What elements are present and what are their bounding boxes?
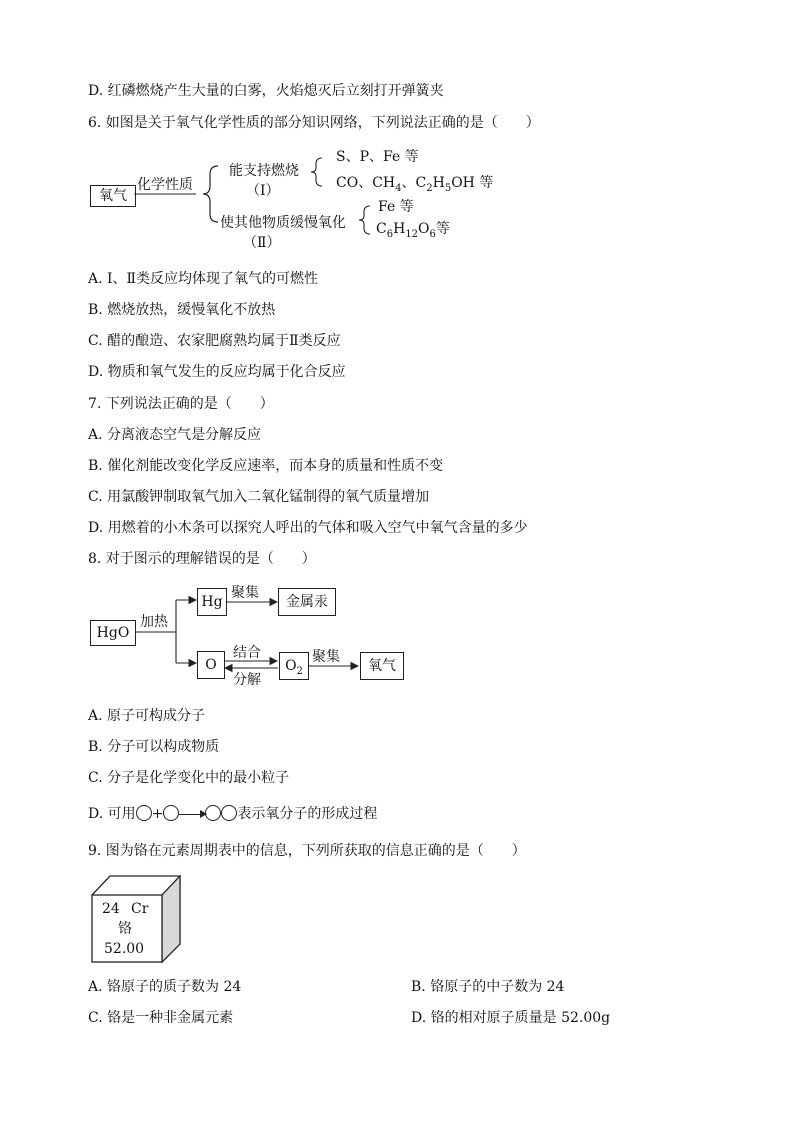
atomic-mass: 52.00 <box>104 941 145 957</box>
q6-option-a: A. Ⅰ、Ⅱ类反应均体现了氧气的可燃性 <box>88 271 319 287</box>
q7-stem: 7. 下列说法正确的是（ ） <box>88 396 274 412</box>
q9-option-d: D. 铬的相对原子质量是 52.00g <box>411 1010 611 1026</box>
decompose-label: 分解 <box>233 672 261 688</box>
q8-option-b: B. 分子可以构成物质 <box>88 739 220 755</box>
combine-label: 结合 <box>233 645 261 661</box>
hg-box: Hg <box>197 588 227 616</box>
q8-option-a: A. 原子可构成分子 <box>88 708 206 724</box>
q9-option-a: A. 铬原子的质子数为 24 <box>88 979 242 995</box>
q6-stem: 6. 如图是关于氧气化学性质的部分知识网络，下列说法正确的是（ ） <box>88 115 540 131</box>
q7-option-d: D. 用燃着的小木条可以探究人呼出的气体和吸入空气中氧气含量的多少 <box>88 520 528 536</box>
q9-option-b: B. 铬原子的中子数为 24 <box>411 979 565 995</box>
category-i-label: （Ⅰ） <box>246 183 280 199</box>
combustion-examples-a: S、P、Fe 等 <box>336 149 419 165</box>
element-symbol: Cr <box>131 901 149 917</box>
element-name: 铬 <box>118 921 132 937</box>
q8-option-c: C. 分子是化学变化中的最小粒子 <box>88 770 290 786</box>
o-atom-box: O <box>197 651 225 679</box>
chemical-property-label: 化学性质 <box>137 177 193 193</box>
slow-oxidation-examples-b: $C_6H_{12}O_6$等 <box>376 221 450 240</box>
q6-option-b: B. 燃烧放热，缓慢氧化不放热 <box>88 302 276 318</box>
combustion-support-label: 能支持燃烧 <box>229 163 299 179</box>
q9-stem: 9. 图为铬在元素周期表中的信息，下列所获取的信息正确的是（ ） <box>88 843 526 859</box>
q7-option-c: C. 用氯酸钾制取氧气加入二氧化锰制得的氧气质量增加 <box>88 489 430 505</box>
q6-option-c: C. 醋的酿造、农家肥腐熟均属于Ⅱ类反应 <box>88 333 341 349</box>
q7-option-b: B. 催化剂能改变化学反应速率，而本身的质量和性质不变 <box>88 458 444 474</box>
q7-option-a: A. 分离液态空气是分解反应 <box>88 427 262 443</box>
q8-option-d: D. 可用 + 表示氧分子的形成过程 <box>88 806 378 822</box>
atomic-number: 24 <box>102 901 120 917</box>
oxygen-gas-box: 氧气 <box>360 652 404 680</box>
q6-option-d: D. 物质和氧气发生的反应均属于化合反应 <box>88 364 346 380</box>
q5-option-d: D. 红磷燃烧产生大量的白雾，火焰熄灭后立刻打开弹簧夹 <box>88 83 444 99</box>
metal-mercury-box: 金属汞 <box>278 588 336 616</box>
heating-label: 加热 <box>140 614 168 630</box>
combustion-examples-b: CO、$CH_4$、$C_2H_5OH$ 等 <box>336 175 494 194</box>
o2-molecule-box: $O_2$ <box>279 652 309 680</box>
gather-label-1: 聚集 <box>231 585 259 601</box>
slow-oxidation-examples-a: Fe 等 <box>378 199 414 215</box>
q8-stem: 8. 对于图示的理解错误的是（ ） <box>88 551 316 567</box>
slow-oxidation-label: 使其他物质缓慢氧化 <box>220 215 346 231</box>
category-ii-label: （Ⅱ） <box>243 235 281 251</box>
hgo-box: HgO <box>90 620 136 646</box>
gather-label-2: 聚集 <box>312 649 340 665</box>
oxygen-root-box: 氧气 <box>90 185 136 207</box>
q9-option-c: C. 铬是一种非金属元素 <box>88 1010 234 1026</box>
